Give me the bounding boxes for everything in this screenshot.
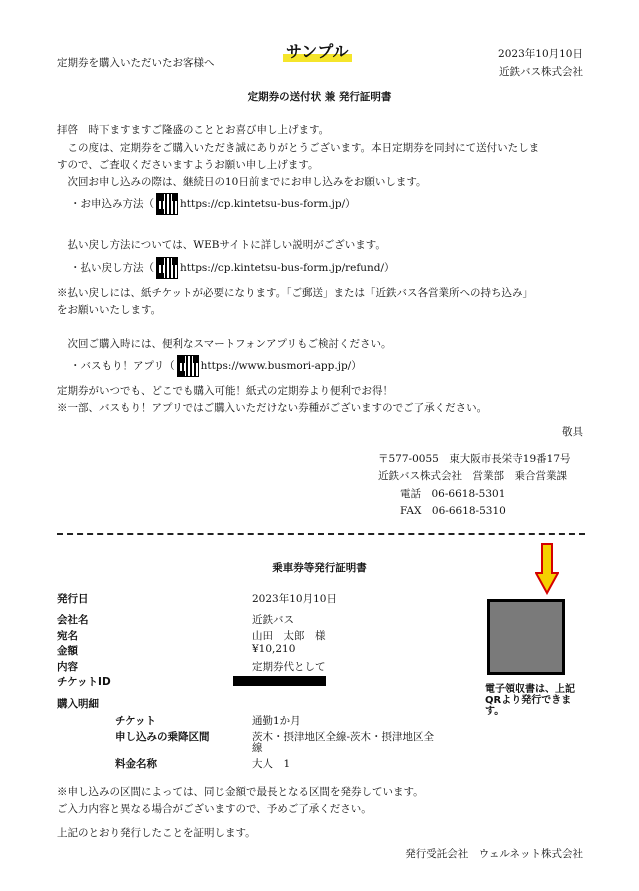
qr-code-icon — [156, 193, 178, 215]
app-url-link[interactable]: https://www.busmori-app.jp/） — [200, 360, 362, 372]
certificate-title: 乗車券等発行証明書 — [272, 562, 367, 574]
letter-line: この度は、定期券をご購入いただき誠にありがとうございます。本日定期券を同封にて送付いたしま — [57, 142, 540, 154]
recipient-line: 定期券を購入いただいたお客様へ — [57, 57, 215, 69]
amount-label: 金額 — [57, 645, 78, 657]
apply-label: ・お申込み方法（ — [70, 198, 154, 210]
letter-line: ※一部、バスもり！アプリではご購入いただけない券種がございますのでご了承ください。 — [57, 402, 488, 414]
letter-line: 払い戻し方法については、WEBサイトに詳しい説明がございます。 — [57, 239, 386, 251]
ticket-id-redacted — [233, 676, 326, 686]
ticket-value: 通勤1か月 — [252, 715, 301, 727]
company-header: 近鉄バス株式会社 — [499, 66, 583, 78]
route-value-cont: 線 — [252, 742, 263, 754]
route-value: 茨木・摂津地区全線-茨木・摂津地区全 — [252, 731, 435, 743]
letter-line: ※払い戻しには、紙チケットが必要になります。「ご郵送」または「近鉄バス各営業所への持ち込み」 — [57, 287, 533, 299]
address-line: 近鉄バス株式会社 営業部 乗合営業課 — [378, 470, 567, 482]
issuer: 発行受託会社 ウェルネット株式会社 — [405, 848, 583, 860]
refund-label: ・払い戻し方法（ — [70, 262, 154, 274]
fax: FAX 06-6618-5310 — [400, 505, 506, 517]
company-value: 近鉄バス — [252, 614, 294, 626]
content-label: 内容 — [57, 661, 78, 673]
addressee-label: 宛名 — [57, 630, 78, 642]
route-label: 申し込みの乗降区間 — [115, 731, 210, 743]
issue-date-header: 2023年10月10日 — [498, 48, 583, 60]
apply-url-link[interactable]: https://cp.kintetsu-bus-form.jp/） — [180, 198, 356, 210]
qr-code-icon — [177, 355, 199, 377]
footer-note: ※申し込みの区間によっては、同じ金額で最長となる区間を発券しています。 — [57, 786, 424, 798]
letter-line: 拝啓 時下ますますご隆盛のこととお喜び申し上げます。 — [57, 124, 330, 136]
company-label: 会社名 — [57, 614, 89, 626]
e-receipt-note: 電子領収書は、上記QRより発行できます。 — [485, 684, 575, 717]
addressee-value: 山田 太郎 様 — [252, 630, 326, 642]
cut-line-divider — [57, 533, 585, 535]
footer-note: 上記のとおり発行したことを証明します。 — [57, 827, 256, 839]
sample-stamp: サンプル — [283, 39, 352, 62]
address-line: 〒577-0055 東大阪市長栄寺19番17号 — [378, 453, 571, 465]
qr-placeholder — [487, 599, 565, 675]
content-value: 定期券代として — [252, 661, 326, 673]
phone: 電話 06-6618-5301 — [400, 488, 506, 500]
breakdown-label: 購入明細 — [57, 698, 99, 710]
down-arrow-icon — [535, 543, 559, 595]
letter-line: をお願いいたします。 — [57, 304, 162, 316]
fare-label: 料金名称 — [115, 758, 157, 770]
refund-url-link[interactable]: https://cp.kintetsu-bus-form.jp/refund/） — [180, 262, 395, 274]
ticket-id-label: チケットID — [57, 676, 111, 688]
letter-title: 定期券の送付状 兼 発行証明書 — [247, 91, 392, 103]
fare-value: 大人 1 — [252, 758, 291, 770]
qr-code-icon — [156, 257, 178, 279]
letter-line: 次回ご購入時には、便利なスマートフォンアプリもご検討ください。 — [57, 338, 392, 350]
closing: 敬具 — [562, 426, 583, 438]
issue-date-label: 発行日 — [57, 593, 89, 605]
issue-date-value: 2023年10月10日 — [252, 593, 337, 605]
letter-line: すので、ご査収くださいますようお願い申し上げます。 — [57, 159, 319, 171]
amount-value: ¥10,210 — [252, 643, 296, 655]
letter-line: 定期券がいつでも、どこでも購入可能！紙式の定期券より便利でお得！ — [57, 385, 393, 397]
footer-note: ご入力内容と異なる場合がございますので、予めご了承ください。 — [57, 803, 372, 815]
app-method — [70, 355, 362, 377]
refund-method — [70, 257, 395, 279]
ticket-label: チケット — [115, 715, 157, 727]
apply-method — [70, 193, 356, 215]
letter-line: 次回お申し込みの際は、継続日の10日前までにお申し込みをお願いします。 — [57, 176, 427, 188]
app-label: ・バスもり！アプリ（ — [70, 360, 175, 372]
